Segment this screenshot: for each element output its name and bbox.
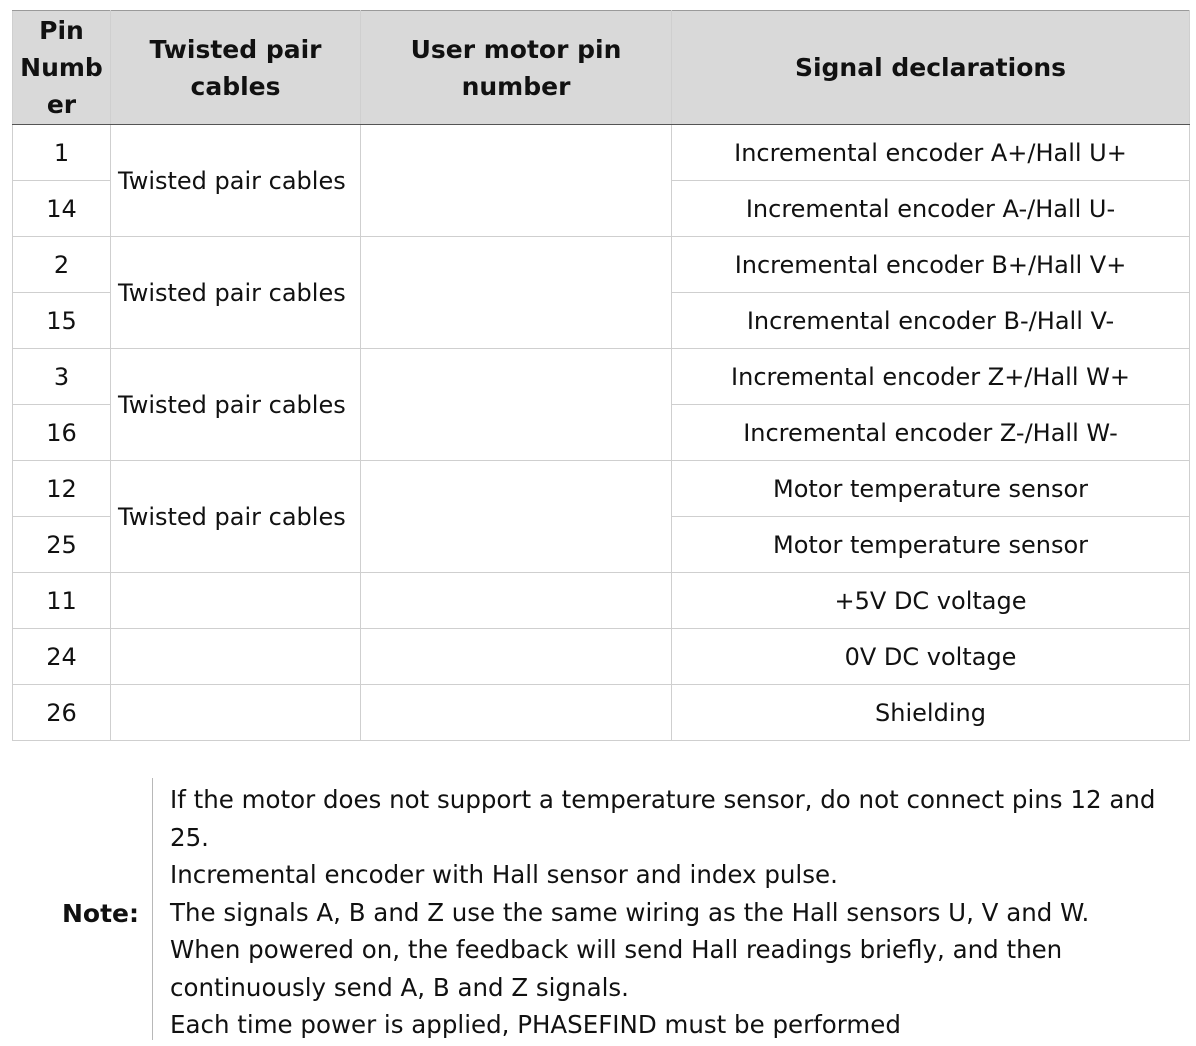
table-row	[13, 685, 1190, 741]
note-line: If the motor does not support a temperature sensor, do not connect pins 12 and 25.	[170, 785, 1156, 852]
note-divider	[152, 778, 153, 1040]
user-motor-pin-cell	[361, 461, 672, 573]
table-header	[13, 11, 1190, 125]
note-line: The signals A, B and Z use the same wiring as the Hall sensors U, V and W.	[170, 897, 1090, 927]
table-body	[13, 125, 1190, 741]
table-row	[13, 125, 1190, 181]
pin-cell: 1	[13, 125, 111, 181]
header-row	[13, 11, 1190, 125]
header-pin-number: Pin Numb er	[13, 11, 111, 125]
note-body	[170, 781, 1180, 1044]
signal-cell: Incremental encoder A-/Hall U-	[672, 181, 1190, 237]
header-user-motor-pin: User motor pin number	[361, 11, 672, 125]
twisted-pair-cell	[111, 685, 361, 741]
pin-cell: 15	[13, 293, 111, 349]
signal-cell: 0V DC voltage	[672, 629, 1190, 685]
pin-cell: 26	[13, 685, 111, 741]
table-row	[13, 237, 1190, 293]
twisted-pair-cell: Twisted pair cables	[111, 461, 361, 573]
user-motor-pin-cell	[361, 685, 672, 741]
twisted-pair-cell	[111, 629, 361, 685]
user-motor-pin-cell	[361, 349, 672, 461]
header-twisted-pair: Twisted pair cables	[111, 11, 361, 125]
pin-cell: 3	[13, 349, 111, 405]
pin-cell: 2	[13, 237, 111, 293]
signal-cell: Incremental encoder B+/Hall V+	[672, 237, 1190, 293]
pin-cell: 16	[13, 405, 111, 461]
user-motor-pin-cell	[361, 573, 672, 629]
note-section	[0, 778, 1196, 1046]
user-motor-pin-cell	[361, 125, 672, 237]
table-row	[13, 629, 1190, 685]
pin-cell: 12	[13, 461, 111, 517]
signal-cell: Motor temperature sensor	[672, 517, 1190, 573]
table-row	[13, 349, 1190, 405]
table-row	[13, 461, 1190, 517]
pin-assignment-table	[12, 10, 1190, 741]
signal-cell: Incremental encoder A+/Hall U+	[672, 125, 1190, 181]
pin-cell: 25	[13, 517, 111, 573]
twisted-pair-cell: Twisted pair cables	[111, 125, 361, 237]
note-label: Note:	[62, 899, 140, 928]
signal-cell: Shielding	[672, 685, 1190, 741]
signal-cell: +5V DC voltage	[672, 573, 1190, 629]
pin-cell: 14	[13, 181, 111, 237]
signal-cell: Motor temperature sensor	[672, 461, 1190, 517]
twisted-pair-cell	[111, 573, 361, 629]
user-motor-pin-cell	[361, 629, 672, 685]
note-line: Each time power is applied, PHASEFIND must be performed	[170, 1010, 901, 1039]
twisted-pair-cell: Twisted pair cables	[111, 237, 361, 349]
twisted-pair-cell: Twisted pair cables	[111, 349, 361, 461]
signal-cell: Incremental encoder Z-/Hall W-	[672, 405, 1190, 461]
table-row	[13, 573, 1190, 629]
pin-cell: 24	[13, 629, 111, 685]
signal-cell: Incremental encoder Z+/Hall W+	[672, 349, 1190, 405]
pin-cell: 11	[13, 573, 111, 629]
signal-cell: Incremental encoder B-/Hall V-	[672, 293, 1190, 349]
note-line: Incremental encoder with Hall sensor and index pulse.	[170, 860, 838, 889]
header-signal-declarations: Signal declarations	[672, 11, 1190, 125]
note-line: When powered on, the feedback will send Hall readings briefly, and then continuously send A, B and Z signals.	[170, 935, 1063, 1002]
user-motor-pin-cell	[361, 237, 672, 349]
